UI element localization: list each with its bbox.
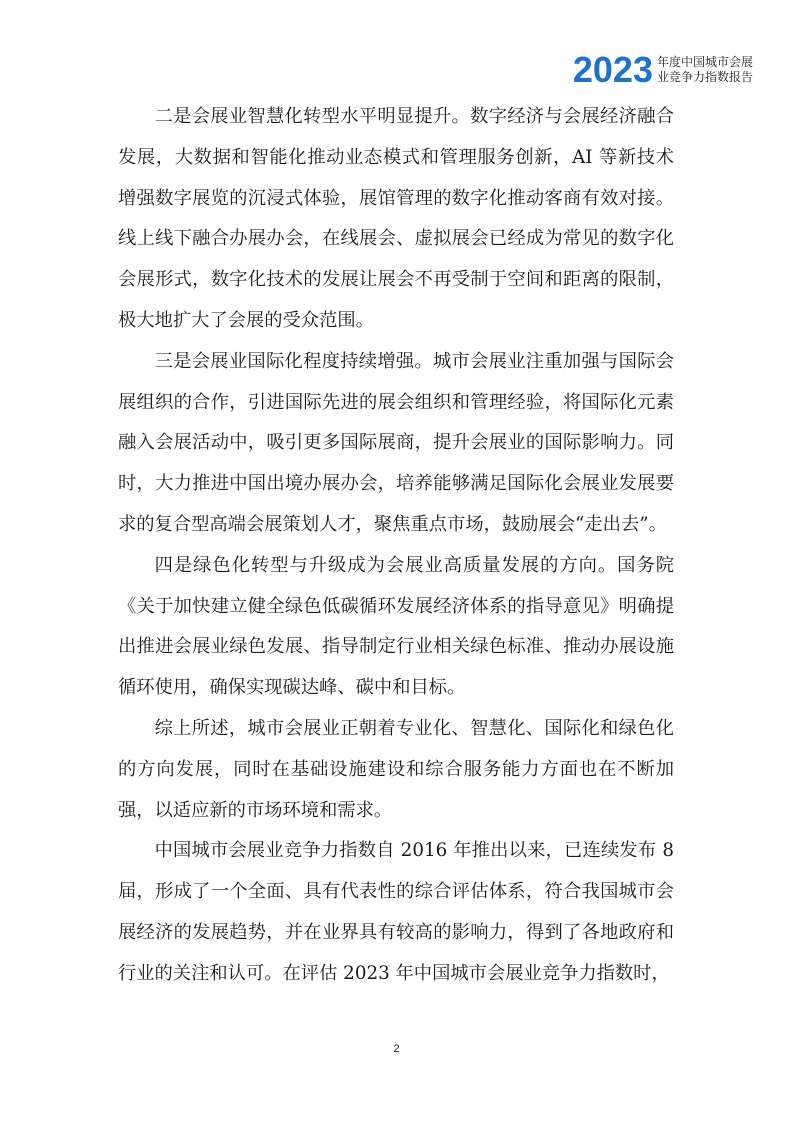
header-year: 2023 [572, 49, 653, 90]
paragraph-index-history: 中国城市会展业竞争力指数自 2016 年推出以来，已连续发布 8 届，形成了一个全面、具有代表性的综合评估体系，符合我国城市会展经济的发展趋势，并在业界具有较高的影响力，得到了各地政府和行业的关注和认可。在评估 2023 年中国城市会展业竞争力指数时， [118, 840, 674, 984]
body-text [118, 97, 674, 995]
header-subtitle-line1: 年度中国城市会展 [656, 55, 753, 69]
header-subtitle-line2: 业竞争力指数报告 [656, 70, 753, 84]
report-header [572, 49, 753, 90]
header-subtitle [657, 55, 753, 85]
paragraph-summary: 综上所述，城市会展业正朝着专业化、智慧化、国际化和绿色化的方向发展，同时在基础设施建设和综合服务能力方面也在不断加强，以适应新的市场环境和需求。 [118, 717, 674, 821]
page-number: 2 [393, 1043, 400, 1055]
paragraph-green-transformation: 四是绿色化转型与升级成为会展业高质量发展的方向。国务院《关于加快建立健全绿色低碳循环发展经济体系的指导意见》明确提出推进会展业绿色发展、指导制定行业相关绿色标准、推动办展设施循环使用，确保实现碳达峰、碳中和目标。 [118, 554, 674, 699]
paragraph-smart-transformation: 二是会展业智慧化转型水平明显提升。数字经济与会展经济融合发展，大数据和智能化推动业态模式和管理服务创新，AI 等新技术增强数字展览的沉浸式体验，展馆管理的数字化推动客商有效对接。线上线下融合办展办会，在线展会、虚拟展会已经成为常见的数字化会展形式，数字化技术的发展让展会不再受制于空间和距离的限制，极大地扩大了会展的受众范围。 [118, 106, 674, 331]
paragraph-internationalization: 三是会展业国际化程度持续增强。城市会展业注重加强与国际会展组织的合作，引进国际先进的展会组织和管理经验，将国际化元素融入会展活动中，吸引更多国际展商，提升会展业的国际影响力。同时，大力推进中国出境办展办会，培养能够满足国际化会展业发展要求的复合型高端会展策划人才，聚焦重点市场，鼓励展会“走出去”。 [118, 350, 674, 535]
